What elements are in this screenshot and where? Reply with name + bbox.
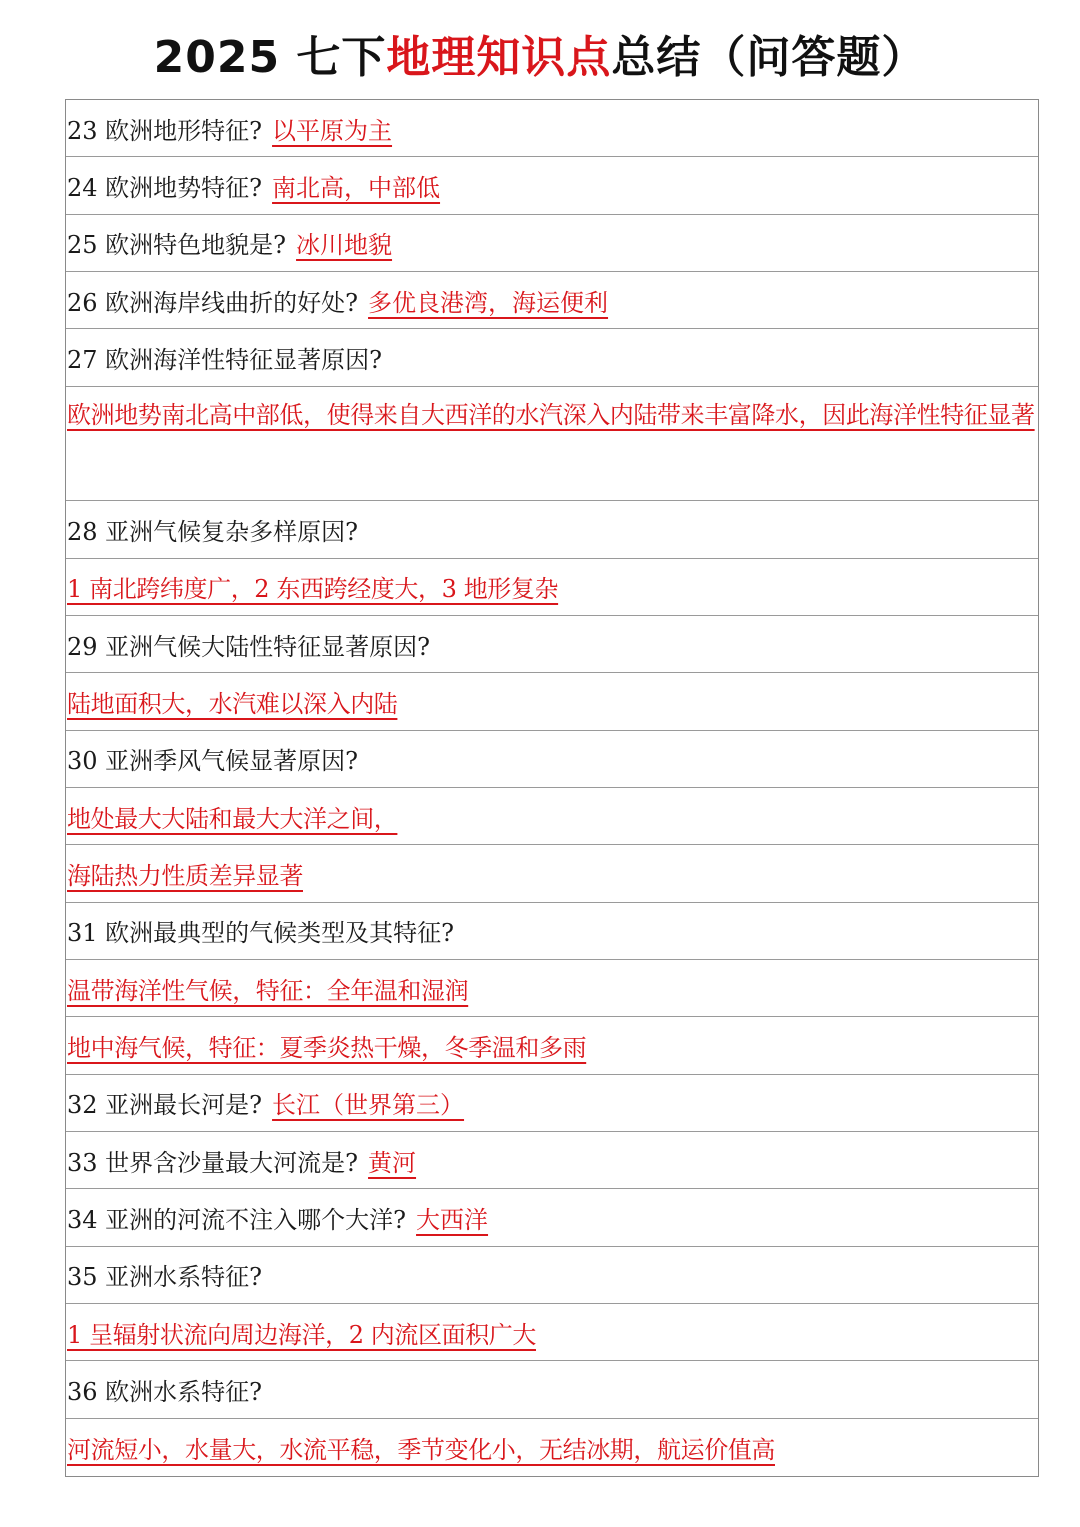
- qa-row-34: [66, 1189, 1038, 1246]
- page-title: [0, 22, 1080, 94]
- question-text: 27 欧洲海洋性特征显著原因?: [67, 345, 383, 374]
- question-row-30: [66, 731, 1038, 788]
- question-text: 28 亚洲气候复杂多样原因?: [67, 517, 359, 546]
- answer-row-35: [66, 1304, 1038, 1361]
- question-text: 33 世界含沙量最大河流是?: [67, 1148, 359, 1177]
- answer-text: 多优良港湾，海运便利: [368, 288, 609, 317]
- answer-text: 以平原为主: [272, 116, 393, 145]
- answer-text: 地中海气候，特征：夏季炎热干燥，冬季温和多雨: [67, 1033, 587, 1062]
- qa-row-24: [66, 157, 1038, 214]
- qa-row-33: [66, 1132, 1038, 1189]
- qa-row-25: [66, 215, 1038, 272]
- answer-text: 温带海洋性气候，特征：全年温和湿润: [67, 976, 469, 1005]
- title-suffix: 总结（问答题）: [611, 32, 927, 83]
- question-text: 26 欧洲海岸线曲折的好处?: [67, 288, 359, 317]
- qa-row-23: [66, 100, 1038, 157]
- answer-row-36: [66, 1419, 1038, 1476]
- answer-text: 1 呈辐射状流向周边海洋，2 内流区面积广大: [67, 1320, 536, 1349]
- answer-row-30b: [66, 845, 1038, 902]
- answer-text: 冰川地貌: [296, 231, 393, 260]
- question-row-36: [66, 1361, 1038, 1418]
- question-text: 36 欧洲水系特征?: [67, 1377, 263, 1406]
- qa-row-26: [66, 272, 1038, 329]
- question-row-29: [66, 616, 1038, 673]
- answer-text: 欧洲地势南北高中部低，使得来自大西洋的水汽深入内陆带来丰富降水，因此海洋性特征显著: [67, 400, 1035, 429]
- qa-row-32: [66, 1075, 1038, 1132]
- answer-text: 大西洋: [416, 1205, 489, 1234]
- answer-text: 地处最大大陆和最大大洋之间，: [67, 804, 398, 833]
- answer-text: 南北高，中部低: [272, 173, 441, 202]
- answer-row-28: [66, 559, 1038, 616]
- question-row-35: [66, 1247, 1038, 1304]
- answer-row-31a: [66, 960, 1038, 1017]
- question-row-31: [66, 903, 1038, 960]
- answer-row-30a: [66, 788, 1038, 845]
- title-highlight: 地理知识点: [386, 32, 612, 83]
- question-text: 24 欧洲地势特征?: [67, 173, 263, 202]
- answer-row-31b: [66, 1017, 1038, 1074]
- question-text: 32 亚洲最长河是?: [67, 1091, 263, 1120]
- answer-row-29: [66, 673, 1038, 730]
- answer-text: 1 南北跨纬度广，2 东西跨经度大，3 地形复杂: [67, 575, 559, 604]
- title-prefix: 2025 七下: [153, 32, 387, 83]
- answer-text: 河流短小，水量大，水流平稳，季节变化小，无结冰期，航运价值高: [67, 1435, 775, 1464]
- question-text: 30 亚洲季风气候显著原因?: [67, 747, 359, 776]
- answer-text: 海陆热力性质差异显著: [67, 861, 303, 890]
- question-text: 25 欧洲特色地貌是?: [67, 231, 287, 260]
- answer-text: 长江（世界第三）: [272, 1091, 465, 1120]
- question-text: 29 亚洲气候大陆性特征显著原因?: [67, 632, 431, 661]
- qa-table: [65, 99, 1039, 1477]
- answer-text: 黄河: [368, 1148, 417, 1177]
- question-text: 35 亚洲水系特征?: [67, 1263, 263, 1292]
- question-row-27: [66, 329, 1038, 386]
- question-text: 31 欧洲最典型的气候类型及其特征?: [67, 919, 455, 948]
- question-text: 23 欧洲地形特征?: [67, 116, 263, 145]
- answer-row-27: [66, 387, 1038, 502]
- question-row-28: [66, 501, 1038, 558]
- question-text: 34 亚洲的河流不注入哪个大洋?: [67, 1205, 407, 1234]
- answer-text: 陆地面积大，水汽难以深入内陆: [67, 689, 398, 718]
